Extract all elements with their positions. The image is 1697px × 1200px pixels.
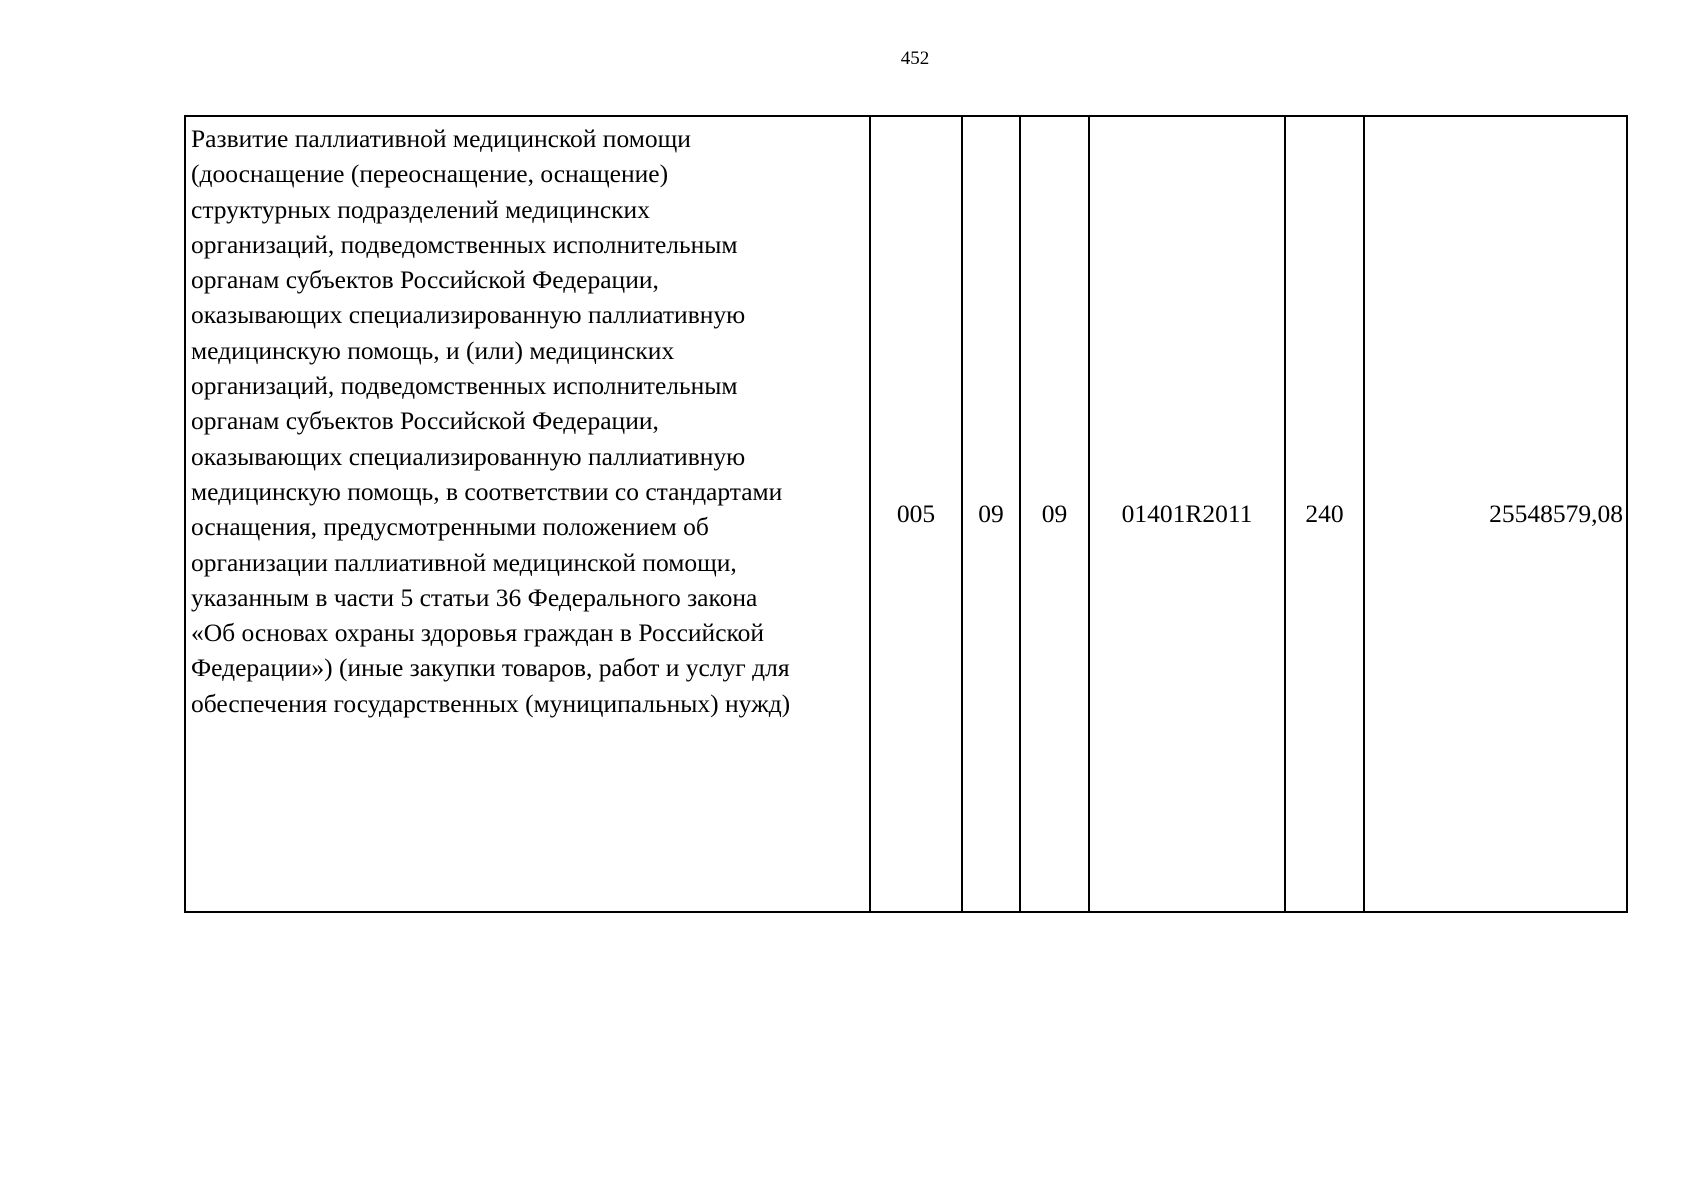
target-article-cell: 01401R2011 — [1089, 116, 1285, 912]
budget-table — [184, 115, 1628, 913]
table-row — [185, 116, 1627, 912]
page-number: 452 — [900, 48, 930, 69]
amount-cell: 25548579,08 — [1364, 116, 1627, 912]
subsection-cell: 09 — [1020, 116, 1089, 912]
expense-type-cell: 240 — [1285, 116, 1364, 912]
description-cell: Развитие паллиативной медицинской помощи (дооснащение (переоснащение, оснащение) структурных подразделений медицинских организаций, подведомственных исполнительным органам субъектов Российской Федерации, оказывающих специализированную паллиативную медицинскую помощь, и (или) медицинских организаций, подведомственных исполнительным органам субъектов Российской Федерации, оказывающих специализированную паллиативную медицинскую помощь, в соответствии со стандартами оснащения, предусмотренными положением об организации паллиативной медицинской помощи, указанным в части 5 статьи 36 Федерального закона «Об основах охраны здоровья граждан в Российской Федерации») (иные закупки товаров, работ и услуг для обеспечения государственных (муниципальных) нужд) — [185, 116, 870, 912]
ministry-code-cell: 005 — [870, 116, 962, 912]
section-cell: 09 — [962, 116, 1020, 912]
